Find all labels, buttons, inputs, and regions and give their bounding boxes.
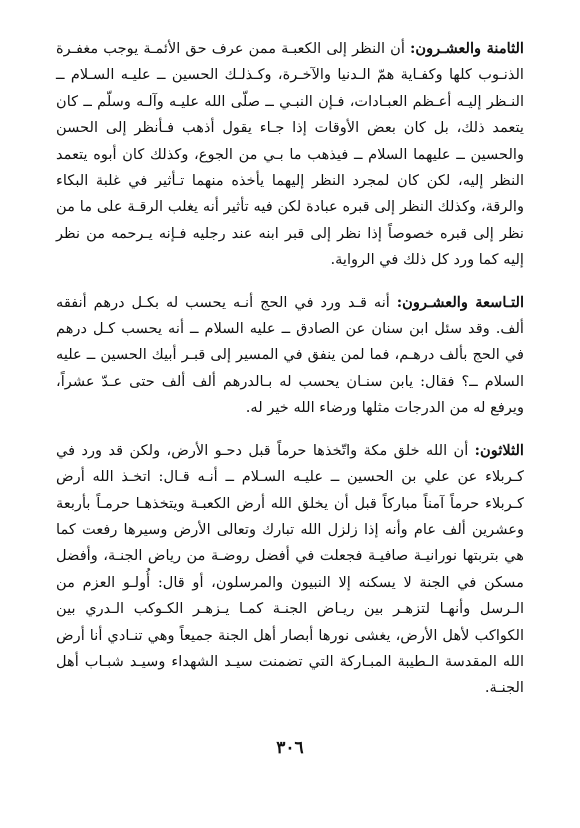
paragraph-28 <box>56 36 524 274</box>
page-body <box>56 36 524 702</box>
paragraph-29 <box>56 290 524 422</box>
paragraph-heading: التـاسعة والعشـرون: <box>396 293 524 311</box>
page-number: ٣٠٦ <box>276 738 304 758</box>
paragraph-text: أن الله خلق مكة واتّخذها حرماً قبل دحـو الأرض، ولكن قد ورد في كـربلاء عن علي بن الحسين ــ عليـه السـلام ــ أنـه قـال: اتخـذ الله أرض كـربلاء حرماً آمناً مباركاً قبل أن يخلق الله أرض الكعبـة ويتخذهـا حرمـاً بأربعة وعشرين ألف عام وأنه إذا زلزل الله تبارك وتعالى الأرض وسيرها رفعت كما هي بتربتها نورانيـة صافيـة فجعلت في أفضل روضـة من رياض الجنـة، وأفضل مسكن في الجنة لا يسكنه إلا النبيون والمرسلون، أو قال: أُولـو العزم من الـرسل وأنهـا لتزهـر بين ريـاض الجنـة كمـا يـزهـر الكـوكب الـدري بين الكواكب لأهل الأرض، يغشى نورها أبصار أهل الجنة جميعاً وهي تنـادي أنا أرض الله المقدسة الـطيبة المبـاركة التي تضمنت سيـد الشهداء وسيـد شبـاب أهل الجنـة. <box>56 441 524 697</box>
paragraph-text: أن النظر إلى الكعبـة ممن عرف حق الأئمـة يوجب مغفـرة الذنـوب كلها وكفـاية همّ الـدنيا والآخـرة، وكـذلـك الحسين ــ عليـه السـلام ــ النـظر إليـه أعـظم العبـادات، فـإن النبـي ــ صلّى الله عليـه وآلـه وسلّم ــ كان يتعمد ذلك، بل كان بعض الأوقات إذا جـاء يقول أذهب فـأنظر إلى الحسن والحسين ــ عليهما السلام ــ فيذهب ما بـي من الجوع، وكذلك كان أبوه يتعمد النظر إليه، لكن كان لمجرد النظر إليهما يأخذه منهما تـأثير في غلبة البكاء والرقة، وكذلك النظر إلى قبره عبادة لكن فيه تأثير أنه يغلب الرقـة على ما من نظر إلى قبره خصوصاً إذا نظر إلى قبر ابنه عند رجليه فـإنه يـرحمه من نظر إليه كما ورد كل ذلك في الرواية. <box>56 40 524 269</box>
paragraph-heading: الثلاثون: <box>474 441 524 459</box>
paragraph-text: أنه قـد ورد في الحج أنـه يحسب له بكـل درهم أنفقه ألف. وقد سئل ابن سنان عن الصادق ــ عليه السلام ــ أنه يحسب كـل درهم في الحج بألف درهـم، فما لمن ينفق في المسير إلى قبـر أبيك الحسين ــ عليه السلام ــ؟ فقال: يابن سنـان يحسب له بـالدرهم ألف ألف حتى عـدّ عشراً، ويرفع له من الدرجات مثلها ورضاء الله خير له. <box>56 293 524 417</box>
paragraph-heading: الثامنة والعشـرون: <box>409 40 524 57</box>
paragraph-30 <box>56 438 524 702</box>
